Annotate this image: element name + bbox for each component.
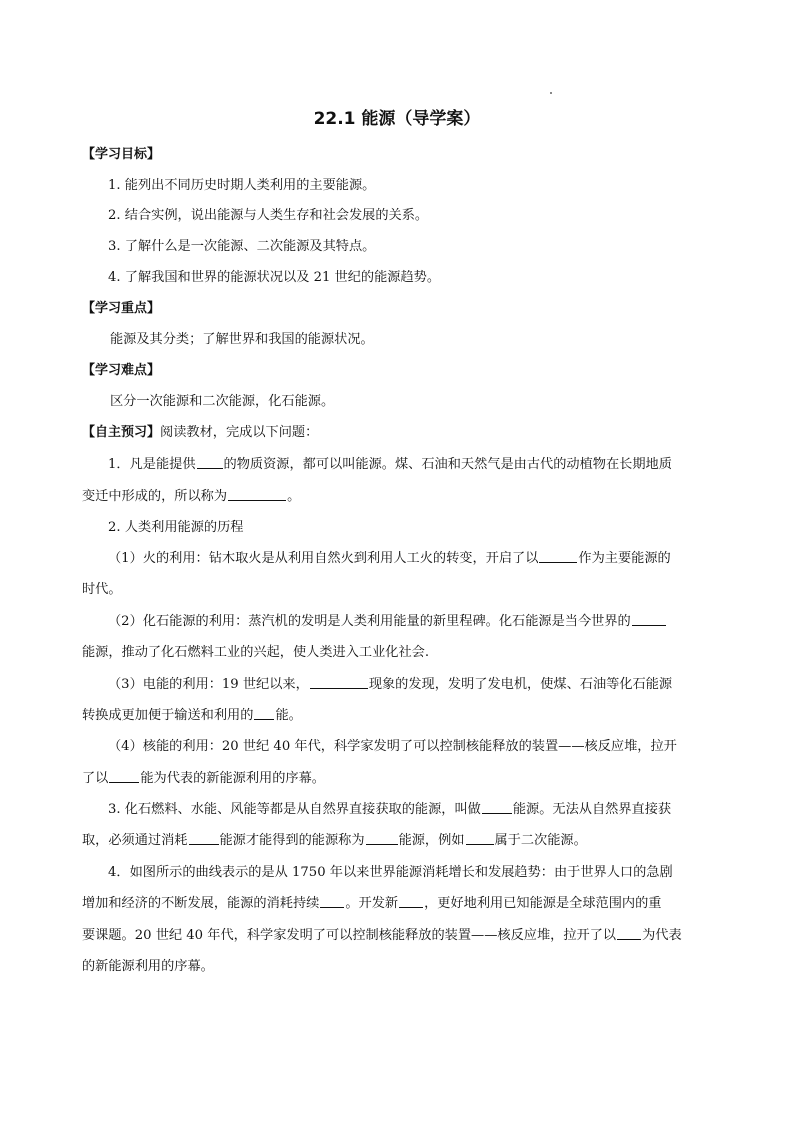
answer-blank[interactable]	[466, 832, 494, 845]
goal-item: 4. 了解我国和世界的能源状况以及 21 世纪的能源趋势。	[108, 270, 441, 285]
goal-item: 3. 了解什么是一次能源、二次能源及其特点。	[108, 239, 376, 254]
answer-blank[interactable]	[482, 801, 512, 814]
difficult-text: 区分一次能源和二次能源，化石能源。	[110, 394, 335, 409]
text: 能。	[275, 708, 302, 723]
answer-blank[interactable]	[399, 895, 423, 908]
text: （1）火的利用：钻木取火是从利用自然火到利用人工火的转变，开启了以	[108, 551, 539, 566]
text: 能源。无法从自然界直接获	[512, 802, 672, 817]
question-3-line-2	[82, 832, 587, 850]
question-2-p1-line-2: 时代。	[82, 582, 122, 597]
text: 转换成更加便于输送和利用的	[82, 708, 254, 723]
question-3-line-1	[108, 801, 671, 819]
answer-blank[interactable]	[197, 456, 223, 469]
question-4-line-1: 4．如图所示的曲线表示的是从 1750 年以来世界能源消耗增长和发展趋势：由于世界人口的急剧	[108, 865, 673, 880]
text: 。	[287, 489, 301, 504]
key-text: 能源及其分类；了解世界和我国的能源状况。	[110, 332, 374, 347]
text: 作为主要能源的	[578, 551, 671, 566]
text: 。开发新	[345, 896, 399, 911]
text: 能为代表的新能源利用的序幕。	[140, 771, 325, 786]
answer-blank[interactable]	[310, 676, 368, 689]
goals-heading: 【学习目标】	[82, 147, 161, 162]
text: 属于二次能源。	[494, 833, 587, 848]
question-2-p2-line-2: 能源，推动了化石燃料工业的兴起，使人类进入工业化社会.	[82, 645, 430, 660]
question-2-p2-line-1	[108, 613, 667, 631]
text: 了以	[82, 771, 109, 786]
question-4-line-2	[82, 895, 662, 913]
question-2-heading: 2. 人类利用能源的历程	[108, 520, 244, 535]
answer-blank[interactable]	[539, 550, 577, 563]
text: 能源才能得到的能源称为	[219, 833, 365, 848]
question-1-line-1	[108, 456, 672, 474]
text: 能源，例如	[398, 833, 465, 848]
key-heading: 【学习重点】	[82, 301, 161, 316]
text: （3）电能的利用：19 世纪以来，	[108, 677, 309, 692]
text: 现象的发现，发明了发电机，使煤、石油等化石能源	[368, 677, 673, 692]
goal-item: 2. 结合实例，说出能源与人类生存和社会发展的关系。	[108, 208, 429, 223]
text: （2）化石能源的利用：蒸汽机的发明是人类利用能量的新里程碑。化石能源是当今世界的	[108, 614, 631, 629]
question-2-p3-line-1	[108, 676, 672, 694]
page-title: 22.1 能源（导学案）	[313, 109, 481, 129]
question-2-p3-line-2	[82, 707, 302, 725]
question-4-line-3	[82, 927, 682, 945]
text: 增加和经济的不断发展，能源的消耗持续	[82, 896, 320, 911]
text: 的物质资源，都可以叫能源。煤、石油和天然气是由古代的动植物在长期地质	[223, 457, 672, 472]
goal-item: 1. 能列出不同历史时期人类利用的主要能源。	[108, 178, 376, 193]
answer-blank[interactable]	[617, 927, 641, 940]
answer-blank[interactable]	[632, 613, 666, 626]
answer-blank[interactable]	[189, 832, 219, 845]
scan-dot	[550, 92, 552, 94]
answer-blank[interactable]	[366, 832, 398, 845]
difficult-heading: 【学习难点】	[82, 363, 161, 378]
question-4-line-4: 的新能源利用的序幕。	[82, 959, 214, 974]
question-2-p4-line-2	[82, 770, 325, 788]
text: 1．凡是能提供	[108, 457, 196, 472]
question-1-line-2	[82, 488, 300, 506]
text: 要课题。20 世纪 40 年代，科学家发明了可以控制核能释放的装置——核反应堆，拉开了以	[82, 928, 617, 943]
preview-intro: 阅读教材，完成以下问题：	[160, 425, 319, 440]
answer-blank[interactable]	[109, 770, 139, 783]
question-2-p4-line-1: （4）核能的利用：20 世纪 40 年代，科学家发明了可以控制核能释放的装置——核反应堆，拉开	[108, 739, 677, 754]
question-2-p1-line-1	[108, 550, 671, 568]
text: ，更好地利用已知能源是全球范围内的重	[424, 896, 662, 911]
preview-line	[82, 424, 318, 442]
text: 变迁中形成的，所以称为	[82, 489, 228, 504]
text: 取，必须通过消耗	[82, 833, 188, 848]
text: 为代表	[642, 928, 682, 943]
answer-blank[interactable]	[320, 895, 344, 908]
preview-heading: 【自主预习】	[82, 425, 161, 440]
text: 3. 化石燃料、水能、风能等都是从自然界直接获取的能源，叫做	[108, 802, 481, 817]
answer-blank[interactable]	[254, 707, 274, 720]
answer-blank[interactable]	[228, 488, 286, 501]
